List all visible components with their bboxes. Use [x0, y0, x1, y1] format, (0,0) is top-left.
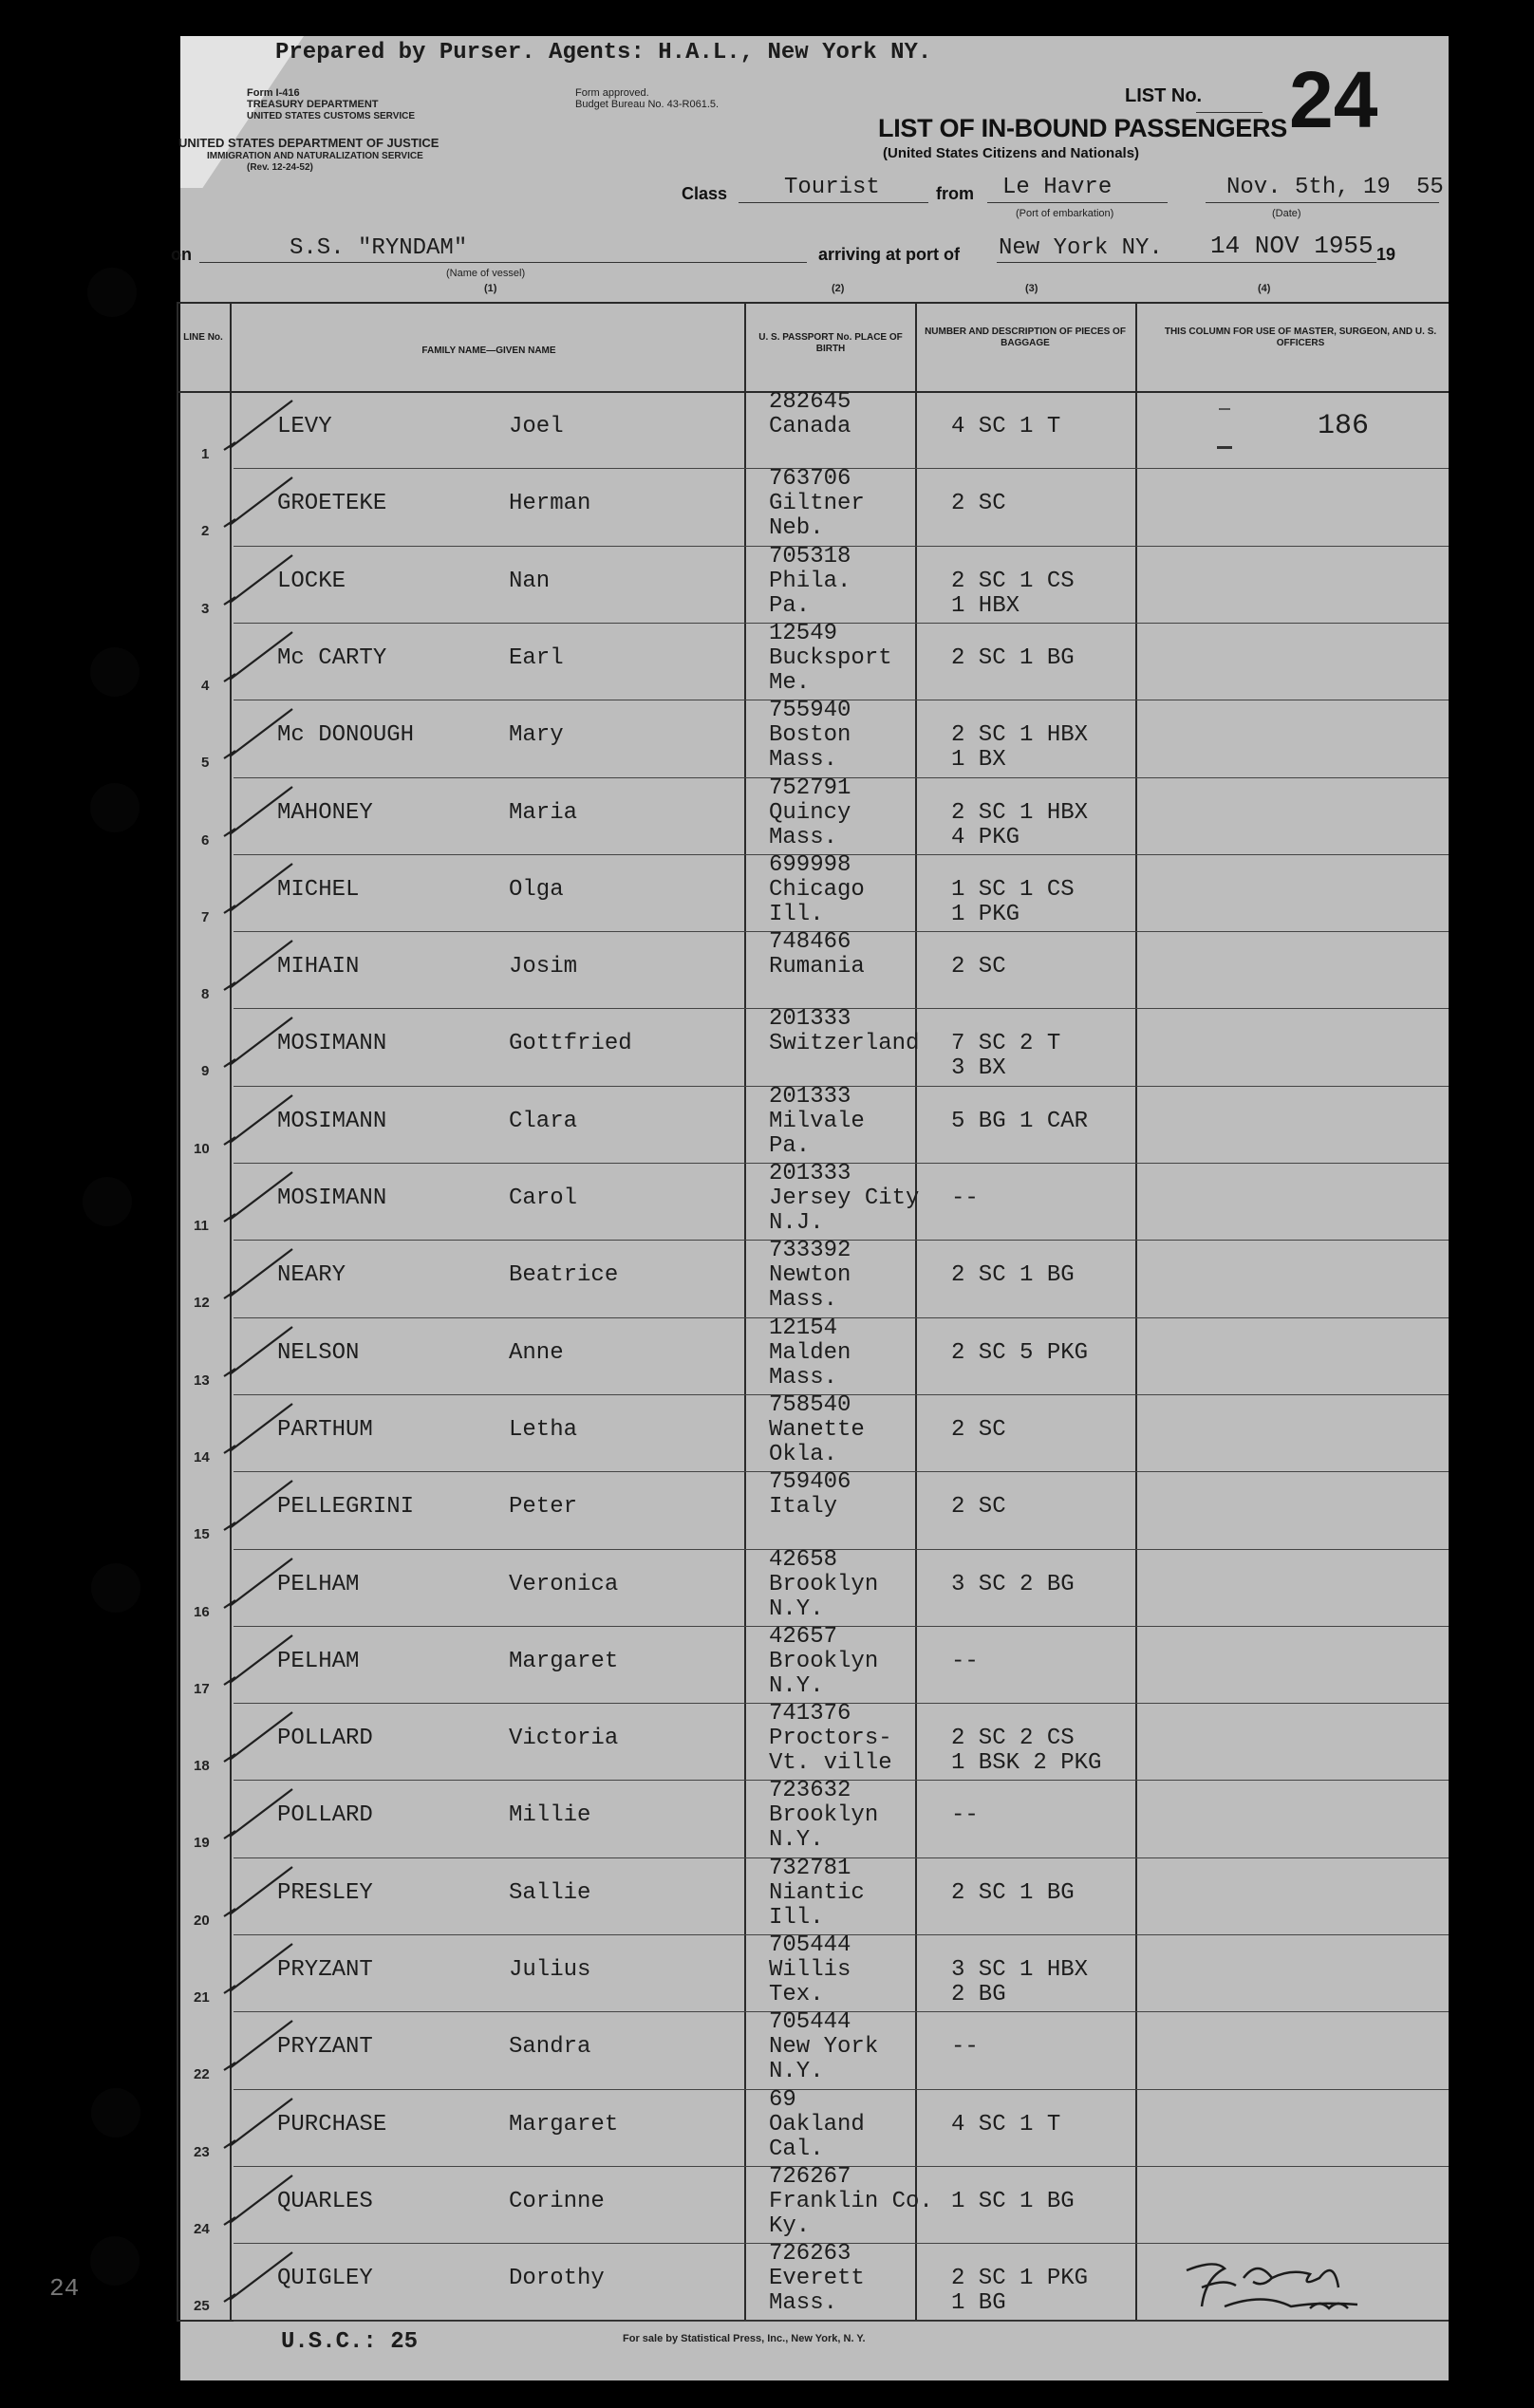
baggage-line1: 2 SC 1 HBX: [951, 799, 1089, 826]
baggage-line1: 2 SC 1 BG: [951, 644, 1075, 671]
baggage-line1: --: [951, 1185, 979, 1211]
family-name: Mc DONOUGH: [277, 722, 415, 749]
check-mark-icon: [218, 1553, 304, 1619]
statistical-press: For sale by Statistical Press, Inc., New York, N. Y.: [623, 2333, 866, 2344]
table-row: [180, 1240, 1449, 1317]
given-name: Sandra: [509, 2034, 591, 2061]
from-label: from: [936, 184, 974, 203]
birthplace-line2: Pa.: [769, 1132, 811, 1159]
form-approved: Form approved.: [575, 87, 649, 99]
baggage-line2: 1 PKG: [951, 901, 1020, 927]
baggage-line1: 2 SC: [951, 1494, 1006, 1521]
given-name: Herman: [509, 491, 591, 517]
birthplace-line2: Okla.: [769, 1441, 838, 1467]
family-name: QUIGLEY: [277, 2266, 373, 2292]
passport-number: 699998: [769, 851, 851, 878]
check-mark-icon: [218, 1861, 304, 1928]
col-head-baggage: NUMBER AND DESCRIPTION OF PIECES OF BAGGAGE: [925, 327, 1126, 348]
year-suffix: 19: [1376, 245, 1396, 264]
baggage-line2: 1 BSK 2 PKG: [951, 1750, 1102, 1777]
line-number: 22: [194, 2066, 210, 2083]
form-id: Form I-416: [247, 87, 300, 99]
baggage-line1: 2 SC: [951, 1416, 1006, 1443]
birthplace-line1: Proctors-: [769, 1726, 892, 1752]
line-number: 14: [194, 1448, 210, 1465]
check-mark-icon: [218, 1630, 304, 1696]
table-row: [180, 1857, 1449, 1935]
given-name: Corinne: [509, 2188, 605, 2214]
baggage-line1: --: [951, 2034, 979, 2061]
table-row: [180, 700, 1449, 777]
passport-number: 733392: [769, 1238, 851, 1264]
check-mark-icon: [218, 1243, 304, 1310]
officer-signature: [1168, 2249, 1395, 2325]
birthplace-line2: N.J.: [769, 1210, 824, 1236]
birthplace-line2: Cal.: [769, 2136, 824, 2162]
line-number: 13: [194, 1372, 210, 1389]
birthplace-line2: Mass.: [769, 1364, 838, 1391]
family-name: NELSON: [277, 1339, 360, 1366]
line-number: 17: [194, 1680, 210, 1697]
given-name: Olga: [509, 876, 564, 903]
birthplace-line1: Switzerland: [769, 1031, 920, 1057]
birthplace-line2: N.Y.: [769, 1672, 824, 1699]
col-head-official: THIS COLUMN FOR USE OF MASTER, SURGEON, AND U. S. OFFICERS: [1164, 327, 1437, 348]
class-value: Tourist: [784, 175, 880, 200]
usc-count: U.S.C.: 25: [281, 2329, 419, 2355]
table-row: [180, 2086, 1449, 2167]
birthplace-line2: Ill.: [769, 901, 824, 927]
check-mark-icon: [218, 550, 304, 616]
col-head-name: FAMILY NAME—GIVEN NAME: [421, 345, 556, 356]
date-underline: [1206, 202, 1439, 203]
passport-number: 723632: [769, 1778, 851, 1804]
check-mark-icon: [218, 1707, 304, 1773]
family-name: PELLEGRINI: [277, 1494, 415, 1521]
baggage-line1: 4 SC 1 T: [951, 2111, 1061, 2137]
given-name: Maria: [509, 799, 578, 826]
passport-number: 201333: [769, 1006, 851, 1033]
baggage-line1: --: [951, 1802, 979, 1829]
given-name: Earl: [509, 644, 564, 671]
passport-number: 201333: [769, 1161, 851, 1186]
family-name: PELHAM: [277, 1571, 360, 1597]
birthplace-line1: Jersey City: [769, 1185, 920, 1211]
table-row: [180, 1391, 1449, 1472]
check-mark-icon: [218, 1012, 304, 1078]
line-number: 5: [201, 755, 210, 772]
table-row: [180, 1703, 1449, 1781]
check-mark-icon: [218, 1398, 304, 1465]
port-underline: [997, 262, 1376, 263]
line-number: 4: [201, 677, 210, 694]
birthplace-line1: Quincy: [769, 799, 851, 826]
family-name: POLLARD: [277, 1802, 373, 1829]
baggage-line1: 2 SC 5 PKG: [951, 1339, 1089, 1366]
binder-hole-6: [91, 2088, 140, 2137]
passport-number: 726267: [769, 2163, 851, 2190]
passport-number: 763706: [769, 466, 851, 493]
arrival-stamp: 14 NOV 1955: [1210, 232, 1374, 260]
table-left-border: [177, 302, 178, 2320]
table-row: [180, 1163, 1449, 1241]
family-name: MOSIMANN: [277, 1108, 387, 1134]
birthplace-line2: N.Y.: [769, 1827, 824, 1854]
binder-hole-4: [83, 1177, 132, 1226]
given-name: Julius: [509, 1957, 591, 1983]
passport-number: 732781: [769, 1855, 851, 1881]
line-number: 24: [194, 2220, 210, 2237]
binder-hole-5: [91, 1563, 140, 1613]
birthplace-line1: Brooklyn: [769, 1802, 879, 1829]
given-name: Dorothy: [509, 2266, 605, 2292]
check-mark-icon: [218, 1321, 304, 1388]
check-mark-icon: [218, 395, 304, 461]
list-no-label: LIST No.: [1125, 85, 1203, 106]
embark-caption: (Port of embarkation): [1016, 208, 1114, 219]
check-mark-icon: [218, 472, 304, 538]
table-row: [180, 391, 1449, 469]
table-top-line: [177, 302, 1449, 304]
baggage-line1: 7 SC 2 T: [951, 1031, 1061, 1057]
family-name: MOSIMANN: [277, 1031, 387, 1057]
check-mark-icon: [218, 1783, 304, 1850]
family-name: PRYZANT: [277, 1957, 373, 1983]
birthplace-line1: Malden: [769, 1339, 851, 1366]
passport-number: 42658: [769, 1546, 838, 1573]
birthplace-line2: N.Y.: [769, 1596, 824, 1622]
justice-dept: UNITED STATES DEPARTMENT OF JUSTICE: [178, 136, 440, 150]
birthplace-line1: Canada: [769, 414, 851, 439]
arriving-label: arriving at port of: [818, 245, 961, 264]
baggage-line1: 4 SC 1 T: [951, 414, 1061, 439]
passenger-list-sheet: [171, 36, 1449, 2380]
birthplace-line2: Ill.: [769, 1904, 824, 1931]
passport-number: 705444: [769, 1932, 851, 1958]
passport-number: 705318: [769, 543, 851, 569]
check-mark-icon: [218, 2170, 304, 2236]
family-name: PRESLEY: [277, 1879, 373, 1906]
from-value: Le Havre: [1002, 175, 1113, 200]
table-row: [180, 1471, 1449, 1549]
birthplace-line1: Italy: [769, 1494, 838, 1521]
given-name: Clara: [509, 1108, 578, 1134]
line-number: 6: [201, 831, 210, 849]
birthplace-line1: Giltner: [769, 491, 865, 517]
baggage-line2: 1 BG: [951, 2290, 1006, 2317]
given-name: Veronica: [509, 1571, 619, 1597]
given-name: Gottfried: [509, 1031, 632, 1057]
col-caption-4: (4): [1258, 283, 1271, 294]
check-mark-icon: [218, 703, 304, 770]
baggage-line2: 1 BX: [951, 747, 1006, 774]
table-row: [180, 1008, 1449, 1086]
line-number: 9: [201, 1063, 210, 1080]
check-mark-icon: [218, 1938, 304, 2005]
line-number: 16: [194, 1603, 210, 1620]
given-name: Mary: [509, 722, 564, 749]
port-value: New York NY.: [999, 235, 1163, 261]
on-label: on: [171, 245, 192, 264]
check-mark-icon: [218, 781, 304, 848]
family-name: MAHONEY: [277, 799, 373, 826]
passport-number: 42657: [769, 1623, 838, 1650]
family-name: PARTHUM: [277, 1416, 373, 1443]
baggage-line1: 2 SC 2 CS: [951, 1726, 1075, 1752]
passport-number: 726263: [769, 2241, 851, 2268]
baggage-line2: 1 HBX: [951, 592, 1020, 619]
baggage-line1: 3 SC 2 BG: [951, 1571, 1075, 1597]
date-caption: (Date): [1272, 208, 1301, 219]
baggage-line1: 2 SC 1 PKG: [951, 2266, 1089, 2292]
table-row: [180, 1317, 1449, 1395]
ins-service: IMMIGRATION AND NATURALIZATION SERVICE: [207, 151, 423, 161]
class-label: Class: [682, 184, 728, 203]
vessel-underline: [199, 262, 807, 263]
table-row: [180, 543, 1449, 624]
birthplace-line1: Niantic: [769, 1879, 865, 1906]
given-name: Sallie: [509, 1879, 591, 1906]
line-number: 15: [194, 1526, 210, 1543]
birthplace-line2: Mass.: [769, 1287, 838, 1314]
passport-number: 201333: [769, 1083, 851, 1110]
check-mark-icon: [218, 1167, 304, 1233]
line-number: 23: [194, 2143, 210, 2160]
birthplace-line1: Chicago: [769, 876, 865, 903]
birthplace-line1: Bucksport: [769, 644, 892, 671]
given-name: Anne: [509, 1339, 564, 1366]
col-caption-1: (1): [484, 283, 497, 294]
given-name: Millie: [509, 1802, 591, 1829]
baggage-line1: --: [951, 1648, 979, 1674]
check-mark-icon: [218, 2247, 304, 2313]
col-caption-2: (2): [832, 283, 845, 294]
birthplace-line1: Milvale: [769, 1108, 865, 1134]
table-row: [180, 931, 1449, 1009]
treasury-dept: TREASURY DEPARTMENT: [247, 99, 379, 110]
passport-number: 755940: [769, 698, 851, 724]
table-row: [180, 1934, 1449, 2012]
date-year: 55: [1416, 175, 1444, 200]
passport-number: 748466: [769, 929, 851, 956]
line-number: 18: [194, 1758, 210, 1775]
birthplace-line1: Franklin Co.: [769, 2188, 933, 2214]
family-name: PURCHASE: [277, 2111, 387, 2137]
birthplace-line2: Ky.: [769, 2212, 811, 2239]
passport-number: 705444: [769, 2009, 851, 2036]
check-mark-icon: [218, 858, 304, 924]
col-head-line: LINE No.: [183, 332, 223, 343]
binder-hole-2: [90, 647, 140, 697]
baggage-line1: 2 SC: [951, 491, 1006, 517]
check-mark-icon: [218, 626, 304, 693]
passport-number: 282645: [769, 389, 851, 415]
given-name: Nan: [509, 568, 551, 594]
check-mark-icon: [218, 935, 304, 1001]
table-row: [180, 1546, 1449, 1627]
vessel-value: S.S. "RYNDAM": [290, 235, 468, 261]
birthplace-line2: Me.: [769, 669, 811, 696]
list-title: LIST OF IN-BOUND PASSENGERS: [878, 114, 1287, 142]
given-name: Letha: [509, 1416, 578, 1443]
baggage-line1: 2 SC: [951, 954, 1006, 980]
birthplace-line1: Oakland: [769, 2111, 865, 2137]
birthplace-line2: Vt. ville: [769, 1750, 892, 1777]
family-name: PRYZANT: [277, 2034, 373, 2061]
baggage-line1: 2 SC 1 BG: [951, 1262, 1075, 1289]
given-name: Margaret: [509, 2111, 619, 2137]
customs-service: UNITED STATES CUSTOMS SERVICE: [247, 111, 416, 121]
given-name: Peter: [509, 1494, 578, 1521]
birthplace-line1: Brooklyn: [769, 1648, 879, 1674]
family-name: MICHEL: [277, 876, 360, 903]
family-name: MOSIMANN: [277, 1185, 387, 1211]
line-number: 19: [194, 1835, 210, 1852]
budget-bureau: Budget Bureau No. 43-R061.5.: [575, 99, 720, 110]
baggage-line1: 2 SC 1 BG: [951, 1879, 1075, 1906]
date-value: Nov. 5th, 19: [1226, 175, 1391, 200]
list-subtitle: (United States Citizens and Nationals): [883, 145, 1140, 161]
col-caption-3: (3): [1025, 283, 1038, 294]
family-name: LEVY: [277, 414, 332, 439]
margin-note: 24: [49, 2274, 80, 2303]
line-number: 12: [194, 1295, 210, 1312]
passport-number: 758540: [769, 1391, 851, 1418]
check-mark-icon: [218, 1475, 304, 1541]
table-row: [180, 2011, 1449, 2089]
passport-number: 759406: [769, 1469, 851, 1496]
line-number: 20: [194, 1912, 210, 1929]
given-name: Margaret: [509, 1648, 619, 1674]
family-name: GROETEKE: [277, 491, 387, 517]
line-number: 11: [194, 1218, 209, 1234]
list-number: 24: [1289, 55, 1378, 144]
binder-hole-7: [90, 2236, 140, 2286]
revision: (Rev. 12-24-52): [247, 162, 313, 173]
vessel-caption: (Name of vessel): [446, 268, 526, 279]
family-name: QUARLES: [277, 2188, 373, 2214]
baggage-line1: 5 BG 1 CAR: [951, 1108, 1089, 1134]
line-number: 10: [194, 1140, 210, 1157]
check-mark-icon: [218, 2015, 304, 2081]
birthplace-line2: Tex.: [769, 1982, 824, 2007]
passport-number: 69: [769, 2086, 796, 2113]
given-name: Josim: [509, 954, 578, 980]
line-number: 1: [201, 446, 210, 462]
passport-number: 12154: [769, 1315, 838, 1341]
family-name: LOCKE: [277, 568, 346, 594]
passport-number: 12549: [769, 620, 838, 646]
table-row: [180, 1623, 1449, 1704]
table-row: [180, 851, 1449, 932]
family-name: Mc CARTY: [277, 644, 387, 671]
birthplace-line1: Everett: [769, 2266, 865, 2292]
line-number: 7: [201, 908, 210, 925]
birthplace-line2: Mass.: [769, 2290, 838, 2317]
table-row: [180, 1780, 1449, 1857]
col-head-passport: U. S. PASSPORT No. PLACE OF BIRTH: [758, 332, 903, 354]
baggage-line1: 2 SC 1 HBX: [951, 722, 1089, 749]
line-number: 3: [201, 600, 210, 617]
check-mark-icon: [218, 1090, 304, 1156]
table-row: [180, 468, 1449, 546]
line-number: 2: [201, 523, 210, 540]
table-row: [180, 1083, 1449, 1164]
given-name: Carol: [509, 1185, 578, 1211]
birthplace-line1: Phila.: [769, 568, 851, 594]
family-name: POLLARD: [277, 1726, 373, 1752]
table-row: [180, 2163, 1449, 2244]
table-row: [180, 777, 1449, 855]
baggage-line2: 3 BX: [951, 1055, 1006, 1082]
given-name: Victoria: [509, 1726, 619, 1752]
passport-number: 752791: [769, 775, 851, 801]
birthplace-line1: Willis: [769, 1957, 851, 1983]
table-row: [180, 620, 1449, 700]
birthplace-line1: Rumania: [769, 954, 865, 980]
baggage-line1: 3 SC 1 HBX: [951, 1957, 1089, 1983]
birthplace-line2: Mass.: [769, 824, 838, 850]
birthplace-line2: Neb.: [769, 515, 824, 542]
official-count: 186: [1318, 410, 1370, 442]
birthplace-line2: N.Y.: [769, 2059, 824, 2085]
line-number: 25: [194, 2298, 210, 2315]
birthplace-line1: New York: [769, 2034, 879, 2061]
line-number: 21: [194, 1989, 210, 2006]
baggage-line2: 2 BG: [951, 1982, 1006, 2007]
line-number: 8: [201, 986, 210, 1003]
family-name: PELHAM: [277, 1648, 360, 1674]
baggage-line1: 1 SC 1 CS: [951, 876, 1075, 903]
birthplace-line1: Newton: [769, 1262, 851, 1289]
baggage-line2: 4 PKG: [951, 824, 1020, 850]
list-no-underline: [1196, 112, 1263, 113]
given-name: Beatrice: [509, 1262, 619, 1289]
passport-number: 741376: [769, 1701, 851, 1727]
class-underline: [739, 202, 928, 203]
birthplace-line2: Pa.: [769, 592, 811, 619]
check-mark-icon: [218, 2093, 304, 2159]
baggage-line1: 1 SC 1 BG: [951, 2188, 1075, 2214]
binder-hole-3: [90, 783, 140, 832]
family-name: MIHAIN: [277, 954, 360, 980]
family-name: NEARY: [277, 1262, 346, 1289]
birthplace-line2: Mass.: [769, 747, 838, 774]
baggage-line1: 2 SC 1 CS: [951, 568, 1075, 594]
given-name: Joel: [509, 414, 564, 439]
birthplace-line1: Wanette: [769, 1416, 865, 1443]
from-underline: [987, 202, 1168, 203]
birthplace-line1: Boston: [769, 722, 851, 749]
prepared-by-line: Prepared by Purser. Agents: H.A.L., New York NY.: [275, 40, 932, 65]
binder-hole-1: [87, 268, 137, 317]
birthplace-line1: Brooklyn: [769, 1571, 879, 1597]
